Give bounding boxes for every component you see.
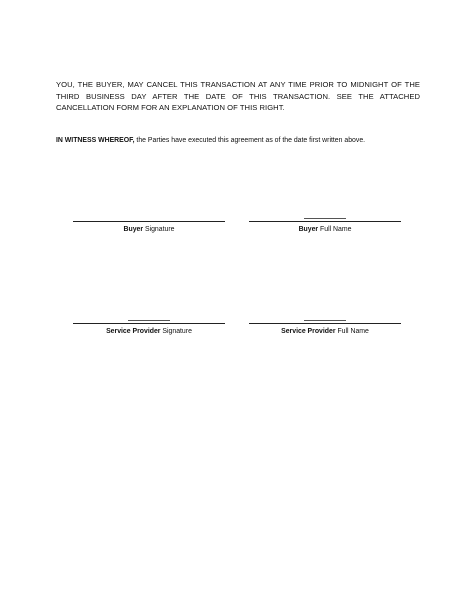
provider-signature-label-text: Signature — [160, 328, 192, 335]
provider-name-label-bold: Service Provider — [281, 328, 336, 335]
provider-name-label — [249, 327, 401, 337]
provider-signature-block — [73, 323, 225, 337]
buyer-signature-line[interactable] — [73, 221, 225, 222]
buyer-signature-block — [73, 221, 225, 235]
buyer-name-line[interactable] — [249, 221, 401, 222]
provider-signature-line[interactable] — [73, 323, 225, 324]
provider-signature-label — [73, 327, 225, 337]
provider-name-block — [249, 323, 401, 337]
buyer-name-label-text: Full Name — [318, 226, 352, 233]
provider-signature-label-bold: Service Provider — [106, 328, 161, 335]
provider-signature-field-mark — [128, 320, 170, 321]
buyer-signature-label-bold: Buyer — [123, 226, 144, 233]
provider-name-label-text: Full Name — [335, 328, 369, 335]
buyer-name-label-bold: Buyer — [298, 226, 319, 233]
buyer-name-label — [249, 225, 401, 235]
buyer-name-field-mark — [304, 218, 346, 219]
buyer-signature-label — [73, 225, 225, 235]
buyer-signature-label-text: Signature — [143, 226, 175, 233]
provider-name-line[interactable] — [249, 323, 401, 324]
cancellation-notice: YOU, THE BUYER, MAY CANCEL THIS TRANSACTION AT ANY TIME PRIOR TO MIDNIGHT OF THE THIRD BUSINESS DAY AFTER THE DATE OF THIS TRANSACTION. SEE THE ATTACHED CANCELLATION FORM FOR AN EXPLANATION OF THIS RIGHT. — [56, 80, 420, 113]
buyer-name-block — [249, 221, 401, 235]
witness-clause — [56, 136, 436, 146]
witness-heading: IN WITNESS WHEREOF, — [56, 137, 135, 144]
provider-name-field-mark — [304, 320, 346, 321]
witness-text: the Parties have executed this agreement as of the date first written above. — [134, 137, 366, 144]
